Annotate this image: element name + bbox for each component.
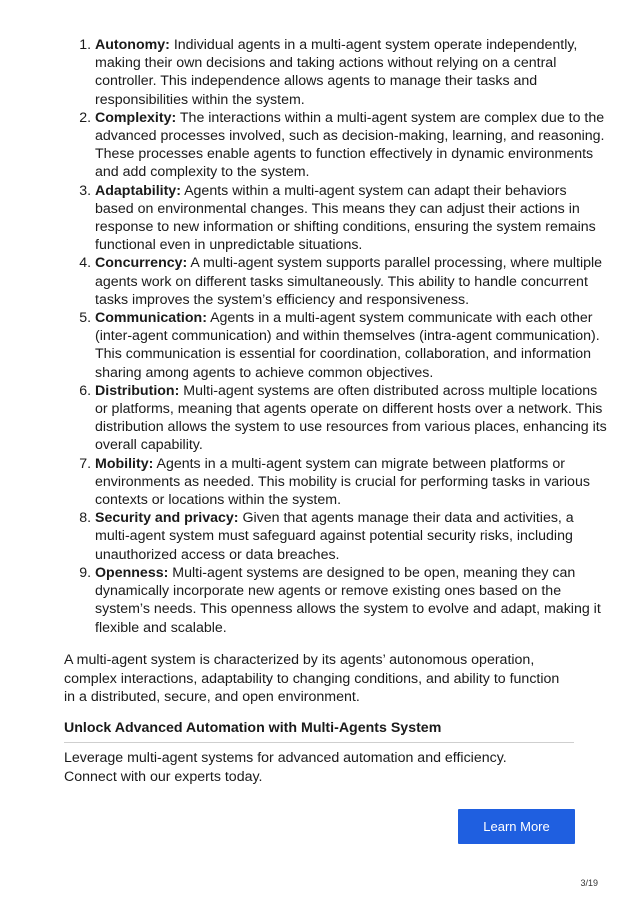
item-title: Security and privacy:	[95, 510, 239, 527]
item-text: Individual agents in a multi-agent system operate independently, making their own decisions and taking actions without relying on a central controller. This independence allows agents to manage their tasks and responsibilities within the system.	[95, 37, 578, 108]
item-title: Openness:	[95, 564, 169, 581]
item-text: Multi-agent systems are often distributed across multiple locations or platforms, meaning that agents operate on different hosts over a network. This distribution allows the system to use resources from various places, enhancing its overall capability.	[95, 382, 607, 454]
list-item	[95, 254, 609, 309]
cta-heading: Unlock Advanced Automation with Multi-Agents System	[64, 718, 574, 743]
item-title: Concurrency:	[95, 255, 188, 272]
item-text: Multi-agent systems are designed to be open, meaning they can dynamically incorporate new agents or remove existing ones based on the system’s needs. This openness allows the system to evolve and adapt, making it flexible and scalable.	[95, 564, 601, 636]
item-text: Agents within a multi-agent system can adapt their behaviors based on environmental changes. This means they can adjust their actions in response to new information or shifting conditions, ensuring the system remains functional even in unpredictable situations.	[95, 182, 596, 254]
learn-more-button[interactable]: Learn More	[458, 809, 575, 844]
list-item	[95, 509, 609, 564]
features-list	[64, 36, 609, 637]
list-item	[95, 36, 609, 109]
item-text: Given that agents manage their data and activities, a multi-agent system must safeguard against potential security risks, including unauthorized access or data breaches.	[95, 510, 574, 563]
list-item	[95, 382, 609, 455]
cta-text: Leverage multi-agent systems for advanced automation and efficiency. Connect with our experts today.	[64, 750, 507, 785]
item-text: A multi-agent system supports parallel processing, where multiple agents work on different tasks simultaneously. This ability to handle concurrent tasks improves the system’s efficiency and responsiveness.	[95, 255, 603, 308]
item-title: Distribution:	[95, 382, 180, 399]
list-item	[95, 309, 609, 382]
list-item	[95, 109, 609, 182]
item-text: The interactions within a multi-agent system are complex due to the advanced processes involved, such as decision-making, learning, and reasoning. These processes enable agents to function effectively in dynamic environments and add complexity to the system.	[95, 109, 605, 181]
item-title: Autonomy:	[95, 37, 170, 53]
item-title: Adaptability:	[95, 182, 181, 199]
item-title: Communication:	[95, 310, 207, 327]
item-text: Agents in a multi-agent system communicate with each other (inter-agent communication) and within themselves (intra-agent communication). This communication is essential for coordination, collaboration, and information sharing among agents to achieve common objectives.	[95, 310, 600, 381]
item-title: Mobility:	[95, 455, 154, 472]
list-item	[95, 564, 609, 637]
list-item	[95, 182, 609, 255]
summary-paragraph: A multi-agent system is characterized by its agents’ autonomous operation, complex interactions, adaptability to changing conditions, and ability to function in a distributed, secure, and open environment.	[64, 652, 560, 705]
item-text: Agents in a multi-agent system can migrate between platforms or environments as needed. This mobility is crucial for performing tasks in various contexts or locations within the system.	[95, 455, 590, 509]
item-title: Complexity:	[95, 109, 177, 126]
page-number: 3/19	[580, 878, 598, 888]
list-item	[95, 455, 609, 510]
